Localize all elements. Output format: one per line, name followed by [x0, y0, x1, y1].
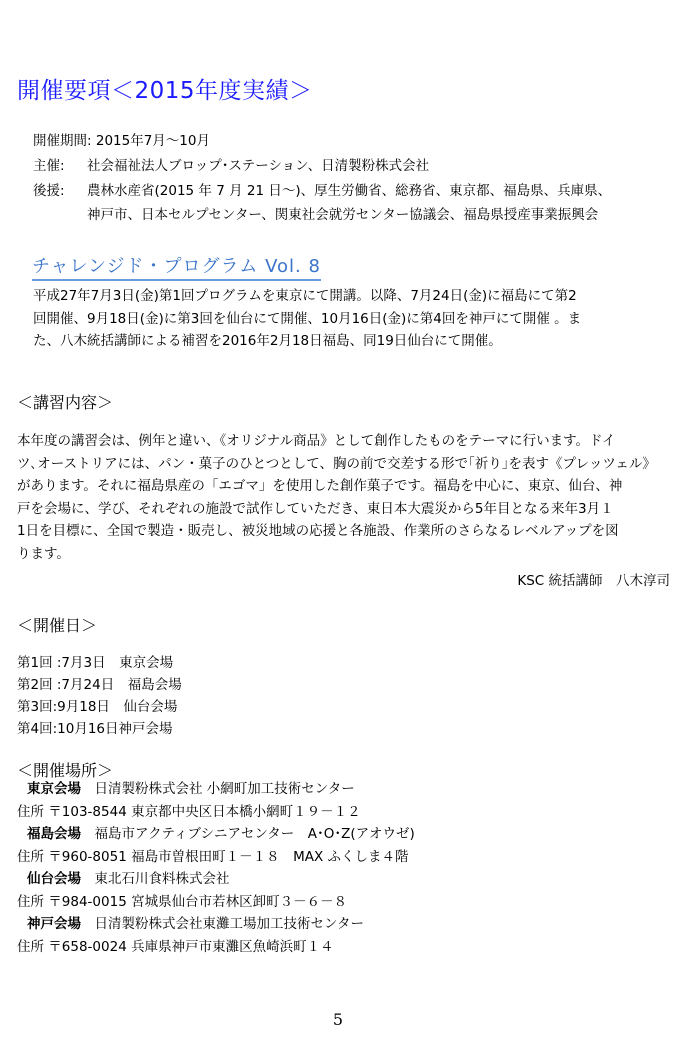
- venues-heading: ＜開催場所＞: [17, 761, 114, 780]
- program-description: [33, 285, 673, 353]
- period-row: [33, 130, 210, 152]
- venue-name: 福島会場: [27, 826, 81, 842]
- date-item: 第1回 :7月3日 東京会場: [17, 655, 174, 671]
- page-number: 5: [332, 1010, 344, 1029]
- support-line-1: 農林水産省(2015 年 7 月 21 日～)、厚生労働省、総務省、東京都、福島県、兵庫県、: [87, 183, 612, 199]
- venue-address: 住所 〒960-8051 福島市曽根田町１－１８ MAX ふくしま４階: [17, 848, 409, 865]
- content-heading: ＜講習内容＞: [17, 393, 114, 412]
- content-line: ります。: [17, 545, 70, 562]
- content-paragraph: [17, 430, 677, 565]
- program-title: チャレンジド・プログラム Vol. 8: [32, 252, 321, 281]
- venue-place: 日清製粉株式会社 小網町加工技術センター: [94, 781, 355, 797]
- venue-place: 東北石川食料株式会社: [94, 871, 230, 887]
- content-line: 戸を会場に、学び、それぞれの施設で試作していただき、東日本大震災から5年目となる来年3月１: [17, 500, 614, 517]
- venue-row: [17, 868, 415, 891]
- program-line: 平成27年7月3日(金)第1回プログラムを東京にて開講。以降、7月24日(金)に福島にて第2: [33, 288, 577, 304]
- date-item: 第2回 :7月24日 福島会場: [17, 677, 182, 693]
- support-line-2: 神戸市、日本セルプセンター、関東社会就労センター協議会、福島県授産事業振興会: [87, 207, 599, 223]
- venue-name: 神戸会場: [27, 916, 81, 932]
- venue-address: 住所 〒658-0024 兵庫県神戸市東灘区魚崎浜町１４: [17, 938, 334, 955]
- period-label: 開催期間:: [33, 133, 92, 149]
- host-row: [33, 155, 429, 177]
- venue-row: [17, 913, 415, 936]
- dates-heading: ＜開催日＞: [17, 616, 98, 635]
- venue-place: 日清製粉株式会社東灘工場加工技術センター: [94, 916, 364, 932]
- host-value: 社会福祉法人ブロップ･ステーション、日清製粉株式会社: [87, 158, 430, 174]
- venue-name: 仙台会場: [27, 871, 81, 887]
- venue-place: 福島市アクティブシニアセンター A･O･Z(アオウゼ): [94, 826, 415, 842]
- host-label: 主催:: [33, 158, 65, 174]
- date-item: 第4回:10月16日神戸会場: [17, 721, 173, 737]
- venue-name: 東京会場: [27, 781, 81, 797]
- content-line: 1日を目標に、全国で製造・販売し、被災地域の応援と各施設、作業所のさらなるレベルアップを図: [17, 523, 619, 539]
- program-line: た、八木統括講師による補習を2016年2月18日福島、同19日仙台にて開催。: [33, 333, 502, 349]
- program-line: 回開催、9月18日(金)に第3回を仙台にて開催、10月16日(金)に第4回を神戸にて開催 。ま: [33, 310, 582, 327]
- support-label: 後援:: [33, 183, 65, 199]
- dates-list: [17, 652, 182, 740]
- support-row: [33, 180, 611, 202]
- content-line: があります。それに福島県産の「エゴマ」を使用した創作菓子です。福島を中心に、東京、仙台、神: [17, 478, 623, 494]
- content-line: ツ､オーストリアには、パン・菓子のひとつとして、胸の前で交差する形で｢祈り｣を表す《プレッツェル》: [17, 455, 656, 472]
- venue-row: [17, 823, 415, 846]
- page-title: 開催要項＜2015年度実績＞: [17, 78, 313, 104]
- venues-list: [17, 778, 415, 958]
- content-line: 本年度の講習会は、例年と違い、《オリジナル商品》として創作したものをテーマに行います。ドイ: [17, 433, 616, 449]
- date-item: 第3回:9月18日 仙台会場: [17, 699, 178, 715]
- signature: KSC 統括講師 八木淳司: [517, 573, 670, 589]
- venue-row: [17, 778, 415, 801]
- period-value: 2015年7月～10月: [95, 133, 210, 149]
- venue-address: 住所 〒103-8544 東京都中央区日本橋小網町１９－１２: [17, 803, 361, 820]
- venue-address: 住所 〒984-0015 宮城県仙台市若林区卸町３－６－８: [17, 893, 348, 910]
